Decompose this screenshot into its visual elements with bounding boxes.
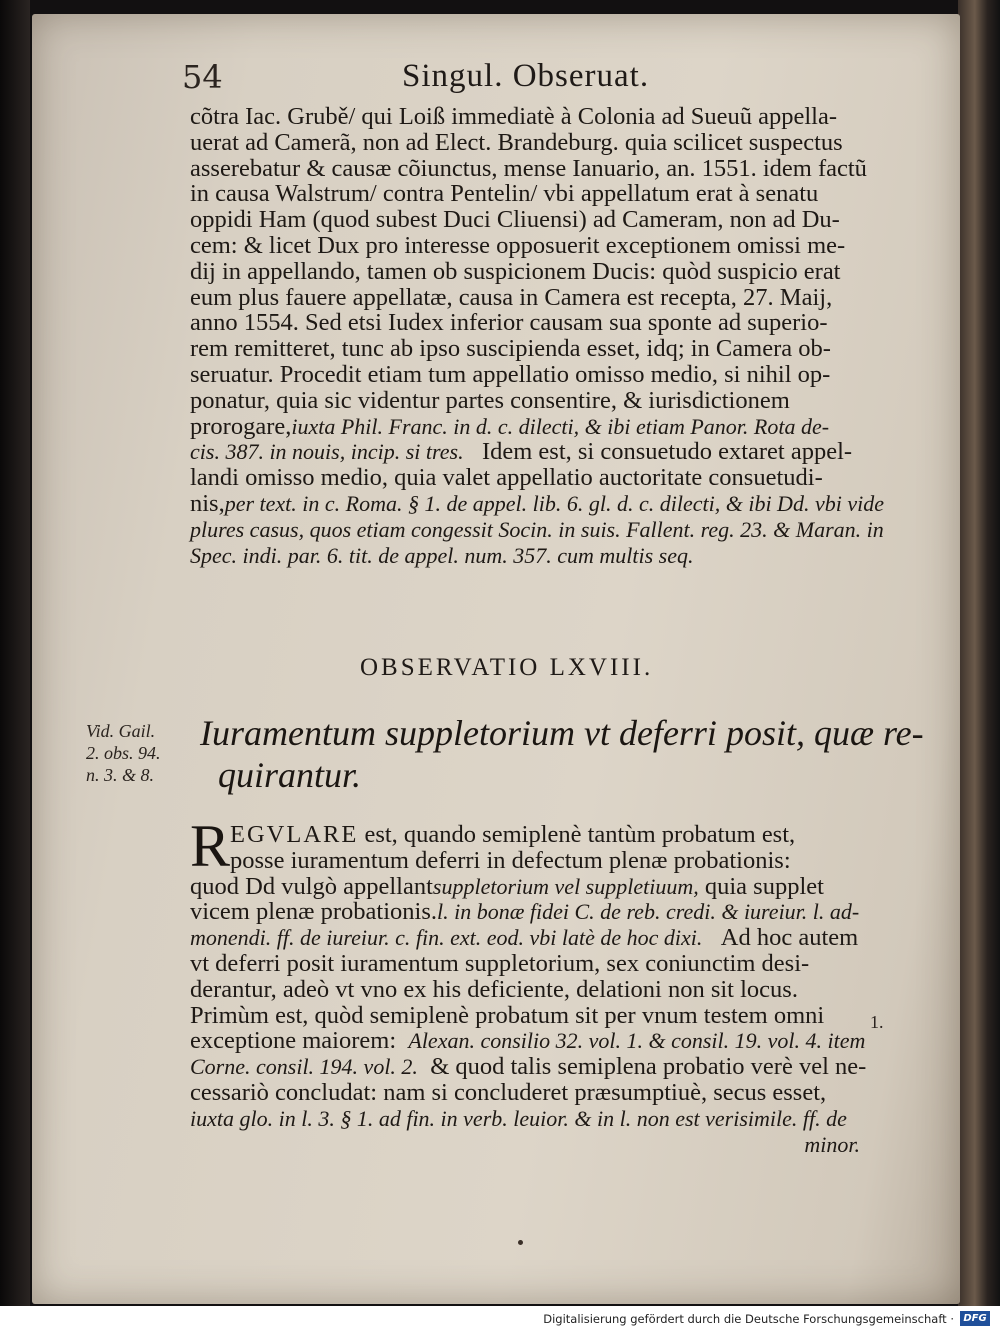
text-segment: exceptione maiorem: [190, 1027, 397, 1055]
text-line: eum plus fauere appellatæ, causa in Camera est recepta, 27. Maij, [190, 283, 833, 311]
text-line [190, 489, 884, 517]
text-line [190, 925, 870, 951]
main-paragraph [190, 822, 870, 1157]
text-segment: quod Dd vulgò appellant [190, 872, 433, 900]
text-line: anno 1554. Sed etsi Iudex inferior causam sua sponte ad superio- [190, 309, 828, 337]
observation-title [200, 712, 924, 796]
citation-line: Spec. indi. par. 6. tit. de appel. num. 357. cum multis seq. [190, 542, 694, 568]
citation: l. in bonæ fidei C. de reb. credi. & iureiur. l. ad- [437, 899, 860, 925]
citation: Corne. consil. 194. vol. 2. [190, 1054, 418, 1080]
text-line: rem remitteret, tunc ab ipso suscipienda esset, idq; in Camera ob- [190, 335, 831, 363]
text-line: posse iuramentum deferri in defectum plenæ probationis: [230, 846, 791, 874]
citation-line: minor. [804, 1131, 860, 1157]
text-line: cõtra Iac. Grubě/ qui Loiß immediatè à Colonia ad Sueuũ appella- [190, 103, 837, 130]
text-line: landi omisso medio, quia valet appellatio auctoritate consuetudi- [190, 464, 823, 492]
margin-ref-line: Vid. Gail. [86, 721, 156, 741]
text-line: in causa Walstrum/ contra Pentelin/ vbi appellatum erat à senatu [190, 180, 819, 208]
text-line [190, 414, 870, 440]
citation: cis. 387. in nouis, incip. si tres. [190, 439, 464, 465]
text-line [190, 439, 870, 465]
citation: per text. in c. Roma. § 1. de appel. lib. 6. gl. d. c. dilecti, & ibi Dd. vbi vide [224, 490, 884, 516]
text-line: oppidi Ham (quod subest Duci Cliuensi) ad Cameram, non ad Du- [190, 206, 840, 234]
dfg-logo-icon[interactable]: DFG [960, 1311, 990, 1326]
text-line [190, 899, 870, 925]
book-edge-left [0, 0, 30, 1306]
text-line: cem: & licet Dux pro interesse opposuerit exceptionem omissi me- [190, 231, 846, 259]
title-line: Iuramentum suppletorium vt deferri posit, quæ re- [200, 713, 924, 753]
first-word: EGVLARE [230, 821, 359, 848]
text-segment: est, quando semiplenè tantùm probatum est, [364, 821, 796, 848]
citation: monendi. ff. de iureiur. c. fin. ext. eod. vbi latè de hoc dixi. [190, 925, 703, 951]
text-segment: Idem est, si consuetudo extaret appel- [481, 438, 853, 466]
citation-line: plures casus, quos etiam congessit Socin. in suis. Fallent. reg. 23. & Maran. in [190, 516, 884, 542]
text-segment: & quod talis semiplena probatio verè vel ne- [430, 1053, 867, 1081]
text-line: Primùm est, quòd semiplenè probatum sit per vnum testem omni [190, 1001, 825, 1029]
text-segment: vicem plenæ probationis. [190, 898, 437, 926]
text-line: vt deferri posit iuramentum suppletorium, sex coniunctim desi- [190, 949, 810, 977]
text-line [190, 822, 870, 848]
observation-heading: OBSERVATIO LXVIII. [360, 654, 654, 681]
text-segment: prorogare, [190, 412, 292, 440]
text-line: seruatur. Procedit etiam tum appellatio omisso medio, si nihil op- [190, 360, 831, 388]
book-edge-right [958, 0, 1000, 1306]
text-line [190, 874, 870, 900]
page-number: 54 [182, 58, 223, 96]
margin-reference [86, 720, 186, 786]
text-line [190, 1028, 870, 1054]
text-segment: nis, [190, 489, 225, 517]
text-line: cessariò concludat: nam si concluderet præsumptiuè, secus esset, [190, 1078, 827, 1106]
drop-cap: R [190, 813, 231, 879]
citation: iuxta Phil. Franc. in d. c. dilecti, & ibi etiam Panor. Rota de- [291, 413, 830, 439]
top-paragraph [190, 103, 884, 568]
margin-ref-line: 2. obs. 94. [86, 743, 161, 763]
text-line: uerat ad Camerã, non ad Elect. Brandeburg. quia scilicet suspectus [190, 128, 843, 156]
title-line: quirantur. [218, 755, 362, 795]
text-line [190, 1054, 870, 1080]
text-segment: Ad hoc autem [720, 924, 859, 952]
ink-dot [518, 1240, 523, 1245]
citation-line: iuxta glo. in l. 3. § 1. ad fin. in verb. leuior. & in l. non est verisimile. ff. de [190, 1105, 847, 1131]
term: suppletorium vel suppletiuum, [432, 873, 699, 899]
text-segment: quia supplet [704, 872, 824, 900]
text-line: dij in appellando, tamen ob suspicionem Ducis: quòd suspicio erat [190, 257, 841, 285]
margin-ref-line: n. 3. & 8. [86, 765, 155, 785]
text-line: asserebatur & causæ cõiunctus, mense Ianuario, an. 1551. idem factũ [190, 154, 867, 182]
footer-bar [0, 1306, 1000, 1332]
margin-number: 1. [870, 1012, 884, 1032]
text-line: ponatur, quia sic videntur partes consentire, & iurisdictionem [190, 386, 790, 414]
footer-credit: Digitalisierung gefördert durch die Deutsche Forschungsgemeinschaft · [543, 1312, 954, 1326]
running-head: Singul. Obseruat. [402, 58, 650, 94]
citation: Alexan. consilio 32. vol. 1. & consil. 19. vol. 4. item [408, 1028, 866, 1054]
text-line: derantur, adeò vt vno ex his deficiente, delationi non sit locus. [190, 975, 798, 1003]
